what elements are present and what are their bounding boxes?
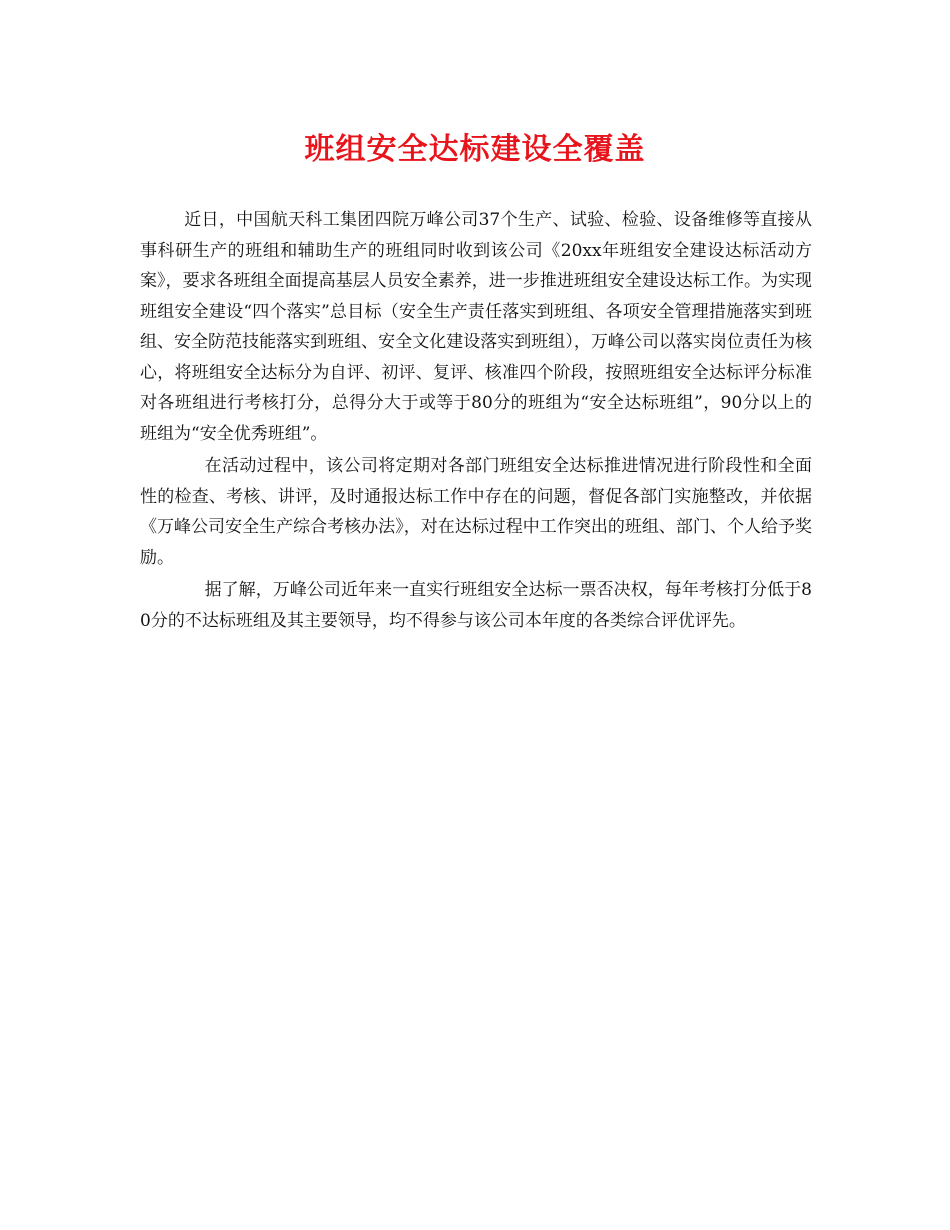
paragraph-3: 据了解，万峰公司近年来一直实行班组安全达标一票否决权，每年考核打分低于80分的不达标班组及其主要领导，均不得参与该公司本年度的各类综合评优评先。 — [140, 580, 812, 631]
document-title: 班组安全达标建设全覆盖 — [304, 132, 646, 167]
document-body — [140, 205, 812, 636]
paragraph-2: 在活动过程中，该公司将定期对各部门班组安全达标推进情况进行阶段性和全面性的检查、考核、讲评，及时通报达标工作中存在的问题，督促各部门实施整改，并依据《万峰公司安全生产综合考核办法》，对在达标过程中工作突出的班组、部门、个人给予奖励。 — [140, 456, 812, 568]
paragraph-1: 近日，中国航天科工集团四院万峰公司37个生产、试验、检验、设备维修等直接从事科研生产的班组和辅助生产的班组同时收到该公司《20xx年班组安全建设达标活动方案》，要求各班组全面提高基层人员安全素养，进一步推进班组安全建设达标工作。为实现班组安全建设“四个落实”总目标（安全生产责任落实到班组、各项安全管理措施落实到班组、安全防范技能落实到班组、安全文化建设落实到班组），万峰公司以落实岗位责任为核心，将班组安全达标分为自评、初评、复评、核准四个阶段，按照班组安全达标评分标准对各班组进行考核打分，总得分大于或等于80分的班组为“安全达标班组”，90分以上的班组为“安全优秀班组”。 — [140, 210, 812, 444]
